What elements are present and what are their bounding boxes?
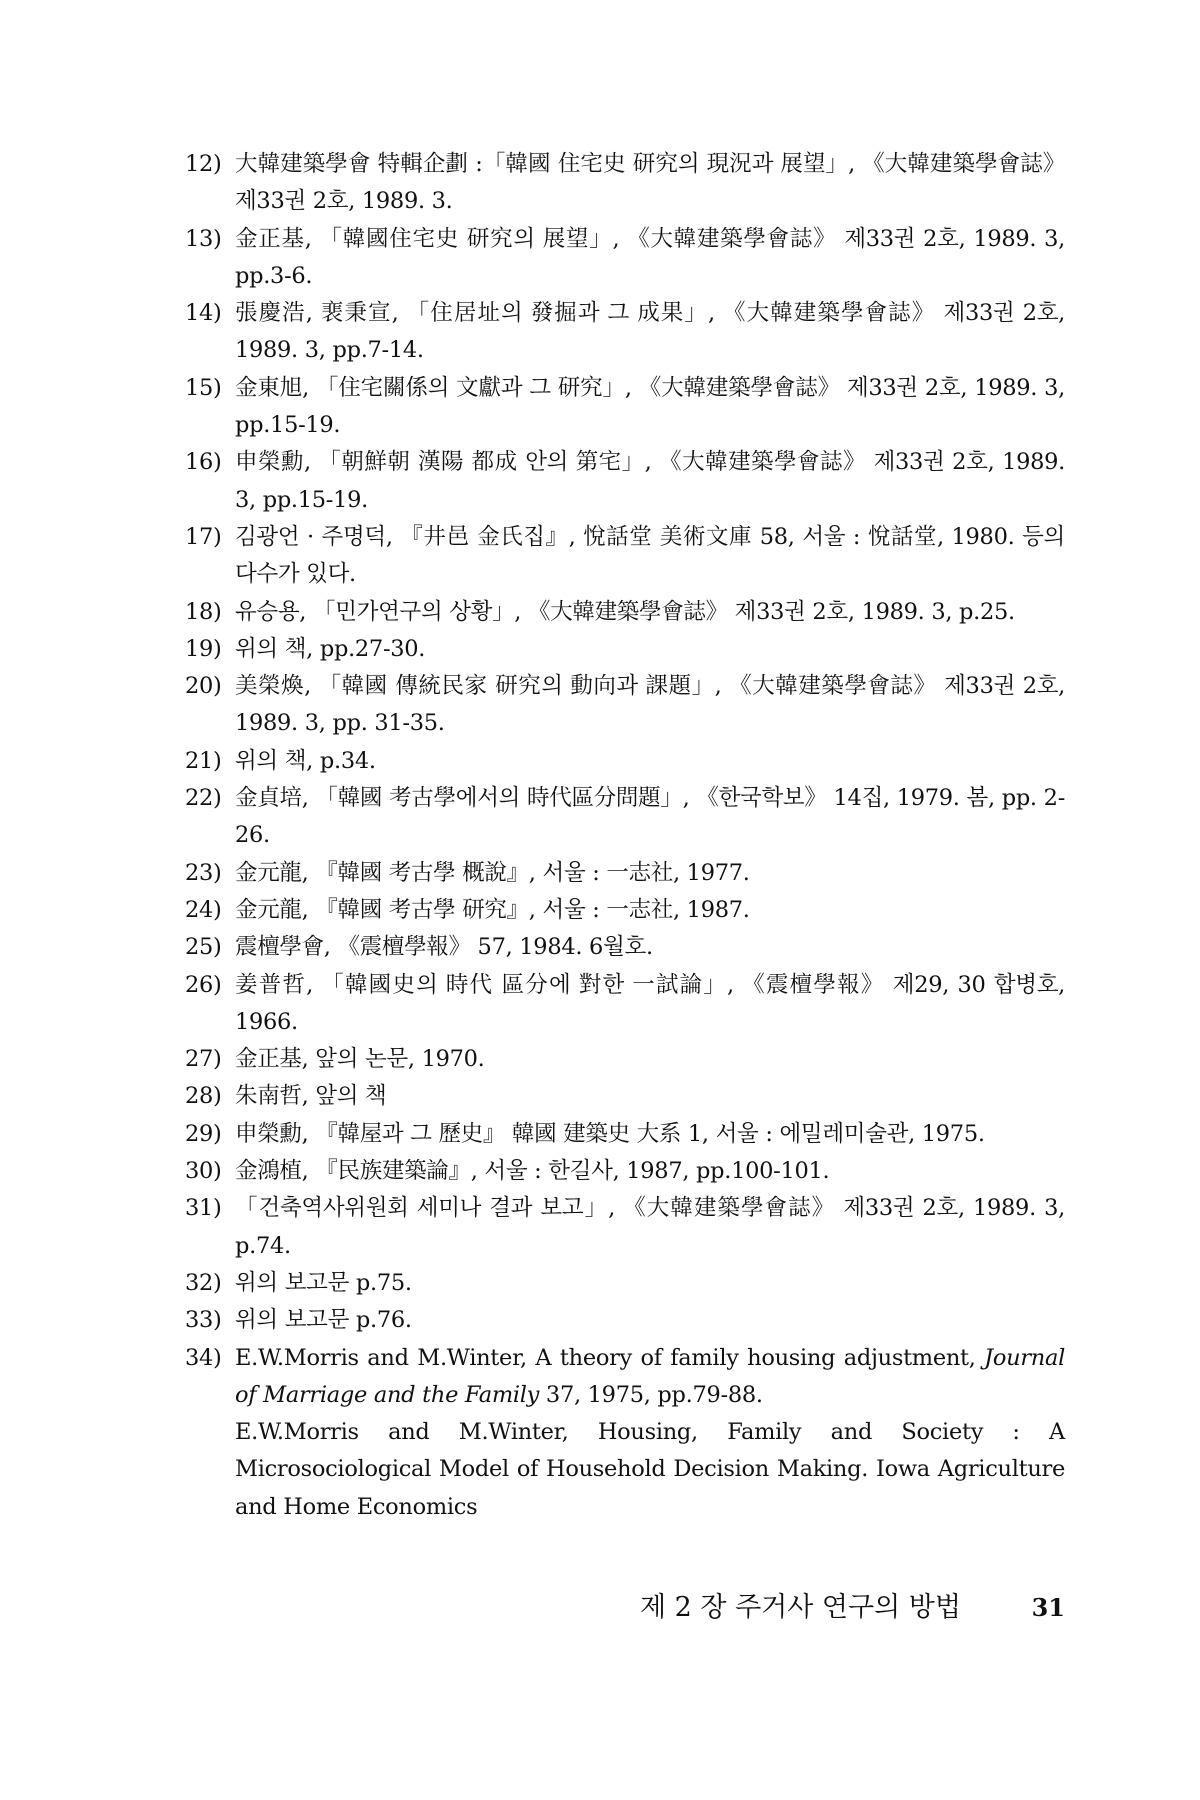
endnote xyxy=(185,295,1065,370)
endnote xyxy=(185,1302,1065,1339)
endnote xyxy=(185,892,1065,929)
endnotes-list xyxy=(185,146,1065,1526)
endnote xyxy=(185,1078,1065,1115)
endnote-number: 30) xyxy=(185,1158,222,1185)
endnote xyxy=(185,743,1065,780)
endnote-34-continuation: E.W.Morris and M.Winter, Housing, Family and Society : A Microsociological Model of Household Decision Making. Iowa Agriculture and Home Economics xyxy=(235,1419,1065,1520)
endnote xyxy=(185,594,1065,631)
endnote xyxy=(185,1190,1065,1265)
endnote xyxy=(185,929,1065,966)
endnote xyxy=(185,1116,1065,1153)
endnote-number: 15) xyxy=(185,374,222,401)
endnote-number: 33) xyxy=(185,1307,222,1334)
page-footer xyxy=(640,1585,1065,1624)
endnote-number: 26) xyxy=(185,971,222,998)
endnote-number: 17) xyxy=(185,523,222,550)
endnote xyxy=(185,1041,1065,1078)
endnote-number: 18) xyxy=(185,598,222,625)
endnote-text: 張慶浩, 裵秉宣, 「住居址의 發掘과 그 成果」, 《大韓建築學會誌》 제33권 2호, 1989. 3, pp.7-14. xyxy=(235,300,1065,364)
endnote-number: 22) xyxy=(185,785,222,812)
endnote-text: 金貞培, 「韓國 考古學에서의 時代區分問題」, 《한국학보》 14집, 1979. 봄, pp. 2-26. xyxy=(235,785,1065,849)
endnote xyxy=(185,1265,1065,1302)
endnote xyxy=(185,855,1065,892)
endnote xyxy=(185,631,1065,668)
endnote xyxy=(185,146,1065,221)
endnote-text: 姜普哲, 「韓國史의 時代 區分에 對한 一試論」, 《震檀學報》 제29, 30 합병호, 1966. xyxy=(235,971,1065,1035)
endnote xyxy=(185,370,1065,445)
endnote-text: 朱南哲, 앞의 책 xyxy=(235,1083,387,1110)
endnote-number: 27) xyxy=(185,1046,222,1073)
endnote-number: 14) xyxy=(185,300,222,327)
endnote-text: 金東旭, 「住宅關係의 文獻과 그 研究」, 《大韓建築學會誌》 제33권 2호, 1989. 3, pp.15-19. xyxy=(235,374,1065,439)
endnote-number: 25) xyxy=(185,934,222,961)
endnote-number: 29) xyxy=(185,1120,222,1147)
endnote-number: 31) xyxy=(185,1195,222,1222)
endnote-text: 金元龍, 『韓國 考古學 概說』, 서울 : 一志社, 1977. xyxy=(235,859,750,886)
journal-title: Journal of Marriage and the Family xyxy=(235,1344,1065,1408)
endnote-text: 申榮勳, 『韓屋과 그 歷史』 韓國 建築史 大系 1, 서울 : 에밀레미술관, 1975. xyxy=(235,1120,985,1147)
endnote xyxy=(185,1153,1065,1190)
endnote-text: 大韓建築學會 特輯企劃 :「韓國 住宅史 研究의 現況과 展望」, 《大韓建築學會誌》 제33권 2호, 1989. 3. xyxy=(235,151,1065,215)
endnote-number: 12) xyxy=(185,151,222,177)
endnote-number: 13) xyxy=(185,225,222,252)
endnote-text: 위의 보고문 p.76. xyxy=(235,1307,412,1334)
endnote-number: 21) xyxy=(185,747,222,774)
chapter-title: 제 2 장 주거사 연구의 방법 xyxy=(640,1592,961,1623)
endnote-text: 「건축역사위원회 세미나 결과 보고」, 《大韓建築學會誌》 제33권 2호, 1989. 3, p.74. xyxy=(235,1195,1065,1259)
endnote xyxy=(185,780,1065,855)
endnote-number: 16) xyxy=(185,449,222,476)
endnote-text: 震檀學會, 《震檀學報》 57, 1984. 6월호. xyxy=(235,934,653,961)
endnote-text: 申榮勳, 「朝鮮朝 漢陽 都成 안의 第宅」, 《大韓建築學會誌》 제33권 2호, 1989. 3, pp.15-19. xyxy=(235,449,1065,513)
endnote-text: 金元龍, 『韓國 考古學 研究』, 서울 : 一志社, 1987. xyxy=(235,896,750,923)
endnote-text: 美榮煥, 「韓國 傳統民家 研究의 動向과 課題」, 《大韓建築學會誌》 제33권 2호, 1989. 3, pp. 31-35. xyxy=(235,673,1065,737)
endnote xyxy=(185,221,1065,296)
endnote-text: 金正基, 「韓國住宅史 研究의 展望」, 《大韓建築學會誌》 제33권 2호, 1989. 3, pp.3-6. xyxy=(235,225,1065,289)
endnote-number: 24) xyxy=(185,896,222,923)
endnote-number: 20) xyxy=(185,673,222,700)
endnote-text: 위의 책, pp.27-30. xyxy=(235,635,426,662)
endnote-text: 金鴻植, 『民族建築論』, 서울 : 한길사, 1987, pp.100-101. xyxy=(235,1158,830,1185)
endnote-text: 金正基, 앞의 논문, 1970. xyxy=(235,1046,485,1073)
endnote-34-citation-end: 37, 1975, pp.79-88. xyxy=(539,1381,763,1408)
endnote xyxy=(185,519,1065,594)
endnote-number: 34) xyxy=(185,1344,222,1371)
endnote-number: 19) xyxy=(185,635,222,662)
endnote-number: 28) xyxy=(185,1083,222,1110)
endnote xyxy=(185,668,1065,743)
endnote-text: 김광언 · 주명덕, 『井邑 金氏집』, 悅話堂 美術文庫 58, 서울 : 悅話堂, 1980. 등의 다수가 있다. xyxy=(235,523,1065,588)
endnote-text: 위의 책, p.34. xyxy=(235,747,376,774)
endnote-34-citation-start: E.W.Morris and M.Winter, A theory of family housing adjustment, xyxy=(235,1344,985,1371)
endnote-text xyxy=(235,1340,1065,1415)
endnote-text: 위의 보고문 p.75. xyxy=(235,1269,412,1296)
endnote xyxy=(185,444,1065,519)
endnote-number: 32) xyxy=(185,1269,222,1296)
page-number: 31 xyxy=(1031,1593,1065,1622)
endnote-number: 23) xyxy=(185,859,222,886)
endnote xyxy=(185,967,1065,1042)
endnote-34 xyxy=(185,1340,1065,1415)
endnote-text: 유승용, 「민가연구의 상황」, 《大韓建築學會誌》 제33권 2호, 1989. 3, p.25. xyxy=(235,598,1015,625)
